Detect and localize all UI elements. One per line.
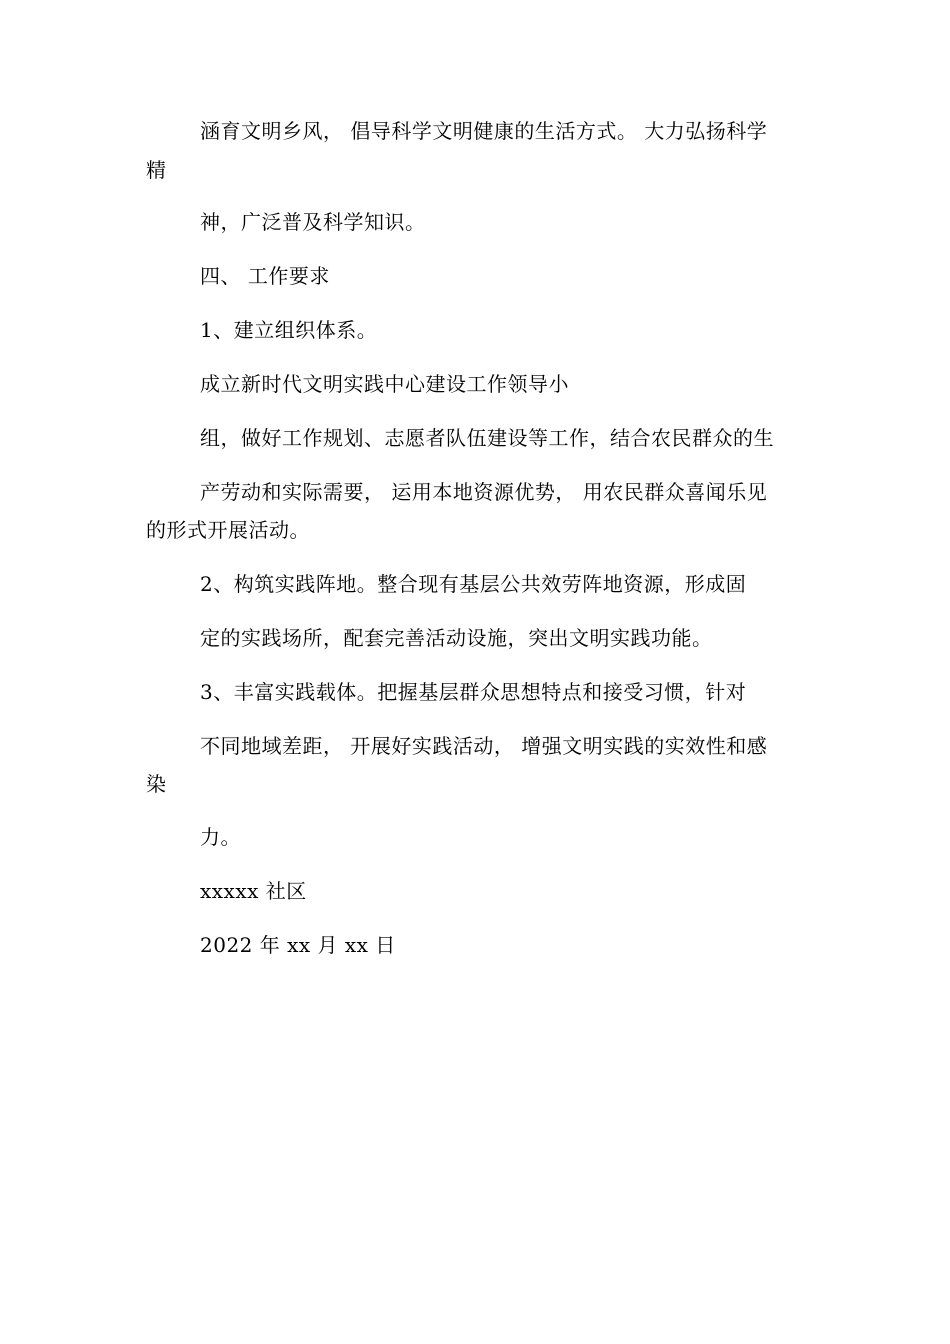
list-item: 2、构筑实践阵地。整合现有基层公共效劳阵地资源，形成固	[200, 572, 747, 596]
paragraph-line: 染	[146, 772, 167, 796]
list-item-heading: 1、建立组织体系。	[200, 318, 378, 342]
paragraph-line: 涵育文明乡风， 倡导科学文明健康的生活方式。 大力弘扬科学	[200, 119, 768, 143]
signature-date: 2022 年 xx 月 xx 日	[200, 933, 396, 957]
section-heading: 四、 工作要求	[200, 264, 330, 288]
paragraph-line: 成立新时代文明实践中心建设工作领导小	[200, 372, 569, 396]
paragraph-line: 力。	[200, 825, 241, 849]
paragraph-line: 神，广泛普及科学知识。	[200, 210, 426, 234]
paragraph-line: 精	[146, 158, 167, 182]
paragraph-line: 的形式开展活动。	[146, 518, 310, 542]
list-item: 3、丰富实践载体。把握基层群众思想特点和接受习惯，针对	[200, 680, 747, 704]
paragraph-line: 组，做好工作规划、志愿者队伍建设等工作，结合农民群众的生	[200, 426, 774, 450]
paragraph-line: 产劳动和实际需要， 运用本地资源优势， 用农民群众喜闻乐见	[200, 480, 768, 504]
paragraph-line: 不同地域差距， 开展好实践活动， 增强文明实践的实效性和感	[200, 734, 768, 758]
paragraph-line: 定的实践场所，配套完善活动设施，突出文明实践功能。	[200, 626, 713, 650]
signature-organization: xxxxx 社区	[200, 879, 307, 903]
